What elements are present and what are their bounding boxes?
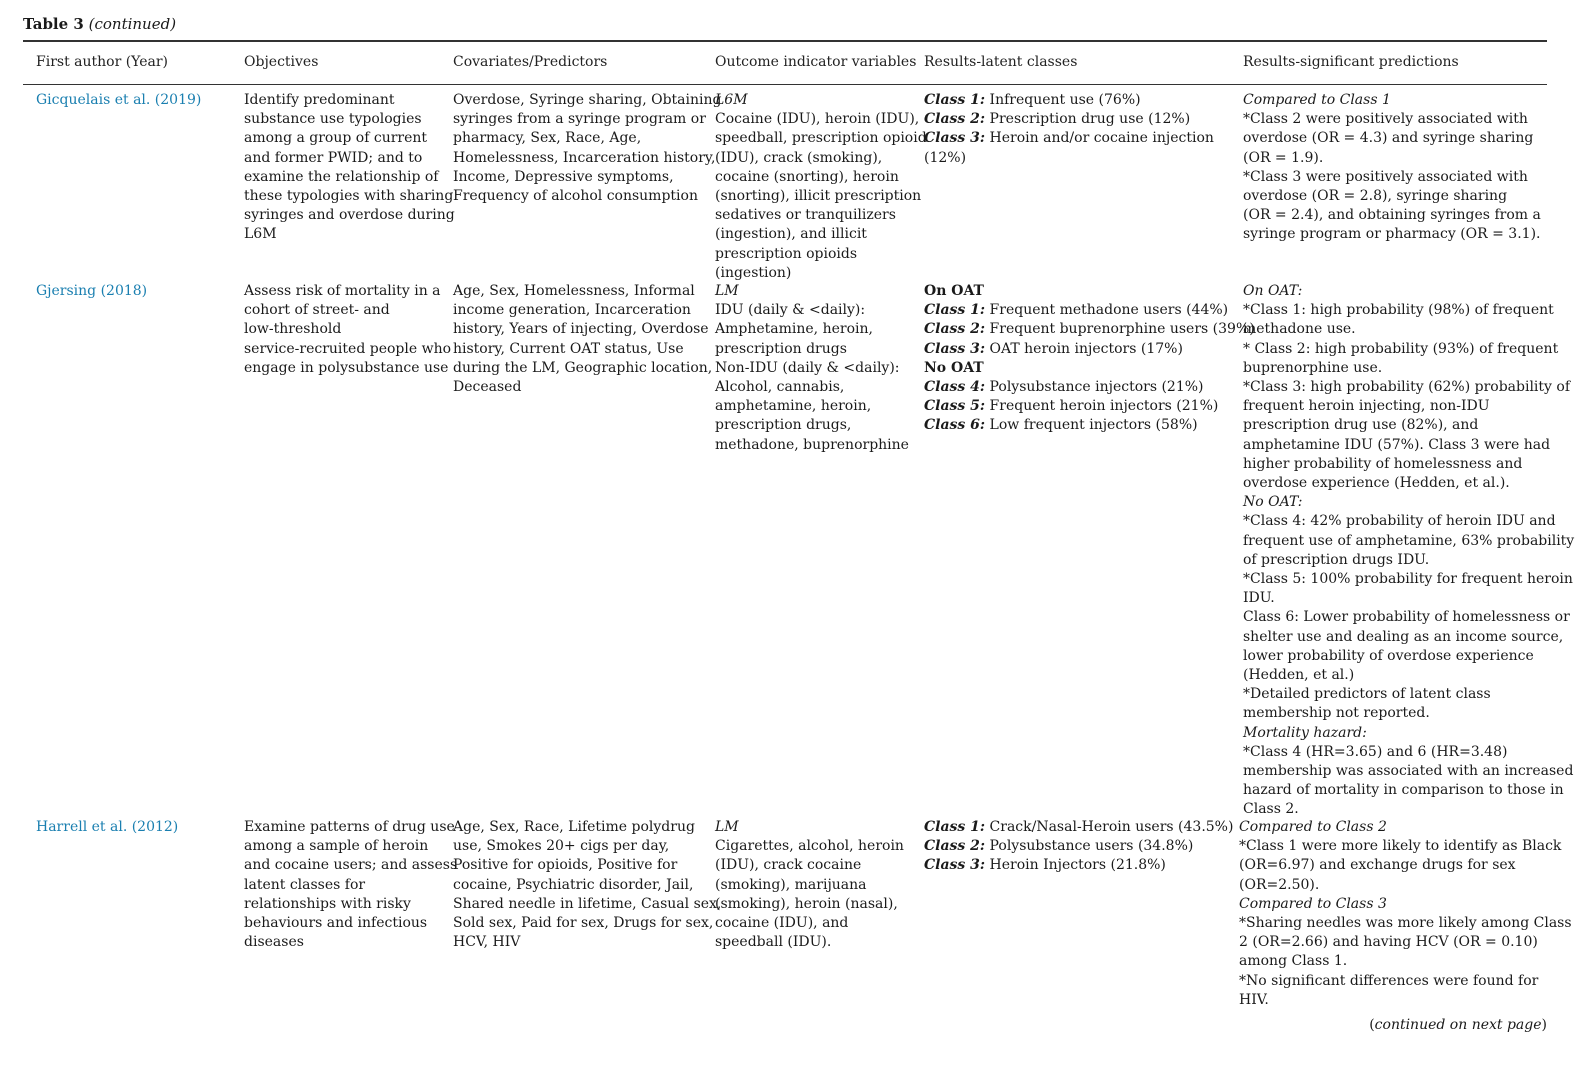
covariates-cell xyxy=(453,818,721,952)
outcomes-line: cocaine (IDU), and xyxy=(715,915,849,932)
predictions-subheading: Compared to Class 3 xyxy=(1239,895,1387,912)
objectives-line: diseases xyxy=(244,934,304,951)
objectives-cell xyxy=(244,818,457,952)
predictions-line: lower probability of overdose experience xyxy=(1243,647,1534,664)
predictions-line: (OR = 1.9). xyxy=(1243,149,1324,166)
predictions-line: *Class 1: high probability (98%) of frequent xyxy=(1243,302,1554,319)
outcomes-line: Cigarettes, alcohol, heroin xyxy=(715,838,904,855)
latent-class-line xyxy=(924,110,1214,129)
latent-classes-cell xyxy=(924,818,1233,876)
latent-class-text: Heroin Injectors (21.8%) xyxy=(985,857,1166,874)
objectives-line: and cocaine users; and assess xyxy=(244,857,458,874)
objectives-cell xyxy=(244,282,451,378)
author-link[interactable]: Gjersing (2018) xyxy=(36,283,148,299)
latent-class-line xyxy=(924,397,1255,416)
objectives-line: among a sample of heroin xyxy=(244,838,429,855)
outcomes-line: L6M xyxy=(715,92,748,108)
latent-class-line xyxy=(924,378,1255,397)
predictions-line: (OR=2.50). xyxy=(1239,876,1320,893)
objectives-line: syringes and overdose during xyxy=(244,207,455,224)
header-covariates: Covariates/Predictors xyxy=(453,54,608,70)
objectives-line: these typologies with sharing xyxy=(244,188,454,205)
covariates-line: Age, Sex, Race, Lifetime polydrug xyxy=(453,819,695,835)
predictions-line: (Hedden, et al.) xyxy=(1243,667,1355,684)
predictions-line: Class 6: Lower probability of homelessness or xyxy=(1243,609,1570,626)
predictions-cell xyxy=(1243,91,1541,245)
predictions-cell xyxy=(1239,818,1572,1010)
latent-class-label: Class 1: xyxy=(924,92,986,108)
predictions-line: hazard of mortality in comparison to those in xyxy=(1243,782,1564,799)
objectives-line: service-recruited people who xyxy=(244,340,452,357)
predictions-line: IDU. xyxy=(1243,590,1275,607)
table-caption xyxy=(23,15,176,33)
latent-class-label: Class 6: xyxy=(924,417,986,434)
covariates-line: history, Years of injecting, Overdose xyxy=(453,321,709,338)
latent-class-line xyxy=(924,320,1255,339)
predictions-line: frequent heroin injecting, non-IDU xyxy=(1243,398,1490,415)
latent-class-text: Polysubstance users (34.8%) xyxy=(985,838,1194,855)
covariates-line: income generation, Incarceration xyxy=(453,302,691,319)
latent-class-group-heading: No OAT xyxy=(924,359,984,376)
predictions-line: *Detailed predictors of latent class xyxy=(1243,686,1491,703)
header-rule xyxy=(23,84,1547,85)
latent-class-label: Class 5: xyxy=(924,398,986,415)
latent-class-line xyxy=(924,416,1255,435)
outcomes-line: sedatives or tranquilizers xyxy=(715,207,896,224)
predictions-line: *Class 4 (HR=3.65) and 6 (HR=3.48) xyxy=(1243,743,1508,760)
outcomes-line: cocaine (snorting), heroin xyxy=(715,168,899,185)
outcomes-line: prescription drugs xyxy=(715,340,847,357)
predictions-line: (OR = 2.4), and obtaining syringes from a xyxy=(1243,207,1541,224)
latent-class-label: Class 3: xyxy=(924,340,986,357)
predictions-subheading: Mortality hazard: xyxy=(1243,724,1367,741)
outcomes-line: prescription drugs, xyxy=(715,417,852,434)
objectives-line: L6M xyxy=(244,226,277,243)
predictions-line: Class 2. xyxy=(1243,801,1299,818)
predictions-line: *Class 2 were positively associated with xyxy=(1243,111,1528,128)
header-outcomes: Outcome indicator variables xyxy=(715,54,917,70)
outcomes-line: amphetamine, heroin, xyxy=(715,398,872,415)
outcomes-line: speedball, prescription opioid xyxy=(715,130,927,147)
objectives-cell xyxy=(244,91,455,245)
author-link[interactable]: Harrell et al. (2012) xyxy=(36,819,179,835)
outcomes-line: Alcohol, cannabis, xyxy=(715,379,845,396)
objectives-line: substance use typologies xyxy=(244,111,422,128)
latent-classes-cell xyxy=(924,91,1214,168)
covariates-line: Sold sex, Paid for sex, Drugs for sex, xyxy=(453,915,714,932)
header-author: First author (Year) xyxy=(36,54,168,70)
latent-class-line xyxy=(924,359,1255,378)
continued-note-text: (continued on next page) xyxy=(1369,1017,1547,1033)
latent-class-label: Class 2: xyxy=(924,838,986,855)
latent-class-text: Frequent methadone users (44%) xyxy=(985,302,1229,319)
latent-class-line xyxy=(924,818,1233,837)
predictions-line: membership was associated with an increased xyxy=(1243,763,1574,780)
covariates-line: HCV, HIV xyxy=(453,934,521,951)
covariates-line: Age, Sex, Homelessness, Informal xyxy=(453,283,695,299)
predictions-line: buprenorphine use. xyxy=(1243,359,1383,376)
covariates-line: use, Smokes 20+ cigs per day, xyxy=(453,838,670,855)
predictions-line: (OR=6.97) and exchange drugs for sex xyxy=(1239,857,1516,874)
latent-class-line xyxy=(924,91,1214,110)
covariates-line: Income, Depressive symptoms, xyxy=(453,168,674,185)
predictions-line: *Class 3 were positively associated with xyxy=(1243,168,1528,185)
latent-class-label: Class 3: xyxy=(924,857,986,874)
covariates-line: Positive for opioids, Positive for xyxy=(453,857,678,874)
objectives-line: latent classes for xyxy=(244,876,366,893)
latent-class-group-heading: On OAT xyxy=(924,283,984,299)
predictions-line: of prescription drugs IDU. xyxy=(1243,551,1430,568)
predictions-line: methadone use. xyxy=(1243,321,1356,338)
predictions-subheading: Compared to Class 2 xyxy=(1239,819,1387,835)
objectives-line: among a group of current xyxy=(244,130,428,147)
latent-class-text: Prescription drug use (12%) xyxy=(985,111,1191,128)
outcomes-line: Amphetamine, heroin, xyxy=(715,321,873,338)
top-rule xyxy=(23,40,1547,42)
objectives-line: Identify predominant xyxy=(244,92,395,108)
predictions-line: amphetamine IDU (57%). Class 3 were had xyxy=(1243,436,1551,453)
outcomes-line: (ingestion), and illicit xyxy=(715,226,867,243)
covariates-line: Frequency of alcohol consumption xyxy=(453,188,698,205)
predictions-line: *Class 4: 42% probability of heroin IDU and xyxy=(1243,513,1556,530)
objectives-line: examine the relationship of xyxy=(244,168,439,185)
outcomes-line: (snorting), illicit prescription xyxy=(715,188,922,205)
latent-class-text: Low frequent injectors (58%) xyxy=(985,417,1198,434)
predictions-line: prescription drug use (82%), and xyxy=(1243,417,1479,434)
outcomes-cell xyxy=(715,282,909,455)
predictions-subheading: No OAT: xyxy=(1243,494,1303,511)
latent-class-line xyxy=(924,282,1255,301)
predictions-line: *No significant differences were found for xyxy=(1239,972,1539,989)
predictions-line: syringe program or pharmacy (OR = 3.1). xyxy=(1243,226,1541,243)
outcomes-line: (IDU), crack (smoking), xyxy=(715,149,883,166)
objectives-line: Assess risk of mortality in a xyxy=(244,283,441,299)
latent-class-line xyxy=(924,301,1255,320)
latent-class-text: OAT heroin injectors (17%) xyxy=(985,340,1183,357)
outcomes-line: (smoking), heroin (nasal), xyxy=(715,895,898,912)
latent-class-text: Crack/Nasal-Heroin users (43.5%) xyxy=(985,819,1234,835)
predictions-line: *Class 3: high probability (62%) probability of xyxy=(1243,379,1570,396)
covariates-line: Overdose, Syringe sharing, Obtaining xyxy=(453,92,722,108)
latent-class-text: Frequent heroin injectors (21%) xyxy=(985,398,1219,415)
predictions-line: membership not reported. xyxy=(1243,705,1430,722)
outcomes-cell xyxy=(715,818,904,952)
outcomes-line: (IDU), crack cocaine xyxy=(715,857,862,874)
objectives-line: engage in polysubstance use xyxy=(244,359,449,376)
latent-class-text: Heroin and/or cocaine injection xyxy=(985,130,1214,147)
covariates-line: Shared needle in lifetime, Casual sex, xyxy=(453,895,722,912)
latent-class-line xyxy=(924,129,1214,148)
latent-class-line xyxy=(924,340,1255,359)
latent-class-text: Frequent buprenorphine users (39%) xyxy=(985,321,1255,338)
outcomes-cell xyxy=(715,91,927,283)
outcomes-line: IDU (daily & <daily): xyxy=(715,302,866,319)
covariates-line: cocaine, Psychiatric disorder, Jail, xyxy=(453,876,694,893)
predictions-cell xyxy=(1243,282,1574,820)
outcomes-line: (smoking), marijuana xyxy=(715,876,867,893)
predictions-line: *Sharing needles was more likely among Class xyxy=(1239,915,1572,932)
predictions-line: overdose experience (Hedden, et al.). xyxy=(1243,475,1510,492)
latent-class-line xyxy=(924,856,1233,875)
outcomes-line: prescription opioids xyxy=(715,245,858,262)
latent-class-label: Class 4: xyxy=(924,379,986,396)
header-predictions: Results-significant predictions xyxy=(1243,54,1459,70)
latent-class-label: Class 1: xyxy=(924,819,986,835)
outcomes-line: LM xyxy=(715,283,739,299)
predictions-line: overdose (OR = 4.3) and syringe sharing xyxy=(1243,130,1534,147)
predictions-line: among Class 1. xyxy=(1239,953,1348,970)
predictions-line: frequent use of amphetamine, 63% probability xyxy=(1243,532,1575,549)
covariates-line: during the LM, Geographic location, xyxy=(453,359,713,376)
latent-class-text: Polysubstance injectors (21%) xyxy=(985,379,1204,396)
predictions-line: 2 (OR=2.66) and having HCV (OR = 0.10) xyxy=(1239,934,1538,951)
latent-class-label: Class 2: xyxy=(924,321,986,338)
latent-class-text: Infrequent use (76%) xyxy=(985,92,1141,108)
latent-class-label: Class 3: xyxy=(924,130,986,147)
outcomes-line: (ingestion) xyxy=(715,264,792,281)
predictions-subheading: On OAT: xyxy=(1243,283,1303,299)
latent-class-text: (12%) xyxy=(924,149,967,166)
objectives-line: and former PWID; and to xyxy=(244,149,423,166)
latent-class-line xyxy=(924,149,1214,168)
latent-class-label: Class 2: xyxy=(924,111,986,128)
objectives-line: behaviours and infectious xyxy=(244,915,428,932)
predictions-line: HIV. xyxy=(1239,991,1269,1008)
outcomes-line: speedball (IDU). xyxy=(715,934,832,951)
header-objectives: Objectives xyxy=(244,54,319,70)
covariates-line: history, Current OAT status, Use xyxy=(453,340,684,357)
predictions-line: * Class 2: high probability (93%) of frequent xyxy=(1243,340,1559,357)
objectives-line: low-threshold xyxy=(244,321,342,338)
latent-classes-cell xyxy=(924,282,1255,436)
covariates-cell xyxy=(453,282,712,397)
predictions-line: *Class 1 were more likely to identify as Black xyxy=(1239,838,1562,855)
covariates-line: pharmacy, Sex, Race, Age, xyxy=(453,130,642,147)
covariates-line: syringes from a syringe program or xyxy=(453,111,706,128)
continued-note xyxy=(1369,1017,1547,1033)
table-caption-suffix: (continued) xyxy=(88,15,177,33)
predictions-line: *Class 5: 100% probability for frequent heroin xyxy=(1243,571,1573,588)
outcomes-line: Non-IDU (daily & <daily): xyxy=(715,359,900,376)
covariates-line: Deceased xyxy=(453,379,522,396)
outcomes-line: LM xyxy=(715,819,739,835)
predictions-line: shelter use and dealing as an income source, xyxy=(1243,628,1564,645)
outcomes-line: Cocaine (IDU), heroin (IDU), xyxy=(715,111,920,128)
covariates-cell xyxy=(453,91,721,206)
predictions-line: overdose (OR = 2.8), syringe sharing xyxy=(1243,188,1508,205)
outcomes-line: methadone, buprenorphine xyxy=(715,436,909,453)
predictions-subheading: Compared to Class 1 xyxy=(1243,92,1391,108)
author-link[interactable]: Gicquelais et al. (2019) xyxy=(36,92,202,108)
latent-class-label: Class 1: xyxy=(924,302,986,319)
objectives-line: relationships with risky xyxy=(244,895,411,912)
predictions-line: higher probability of homelessness and xyxy=(1243,455,1523,472)
objectives-line: Examine patterns of drug use xyxy=(244,819,455,835)
latent-class-line xyxy=(924,837,1233,856)
header-latent-classes: Results-latent classes xyxy=(924,54,1078,70)
table-caption-label: Table 3 xyxy=(23,15,84,33)
objectives-line: cohort of street- and xyxy=(244,302,390,319)
covariates-line: Homelessness, Incarceration history, xyxy=(453,149,716,166)
